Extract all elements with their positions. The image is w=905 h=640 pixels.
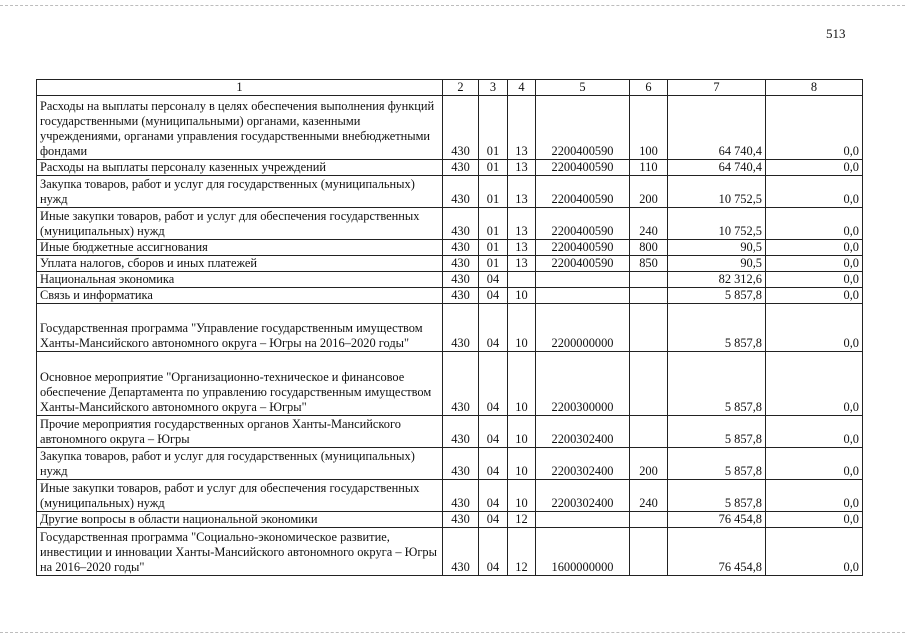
row-rz: 04 [479, 352, 508, 416]
row-extra: 0,0 [766, 256, 863, 272]
table-body [37, 96, 863, 576]
row-sum: 5 857,8 [668, 416, 766, 448]
scan-top-edge [0, 5, 905, 6]
row-name: Иные бюджетные ассигнования [37, 240, 443, 256]
row-extra: 0,0 [766, 448, 863, 480]
row-vr: 240 [630, 208, 668, 240]
row-name: Прочие мероприятия государственных органов Ханты-Мансийского автономного округа – Югры [37, 416, 443, 448]
row-vr [630, 304, 668, 352]
row-csr: 2200400590 [536, 176, 630, 208]
row-name: Связь и информатика [37, 288, 443, 304]
row-name: Государственная программа "Управление государственным имуществом Ханты-Мансийского автономного округа – Югры на 2016–2020 годы" [37, 304, 443, 352]
column-header: 4 [508, 80, 536, 96]
row-rz: 01 [479, 208, 508, 240]
row-pr: 13 [508, 96, 536, 160]
column-header: 8 [766, 80, 863, 96]
row-rz: 04 [479, 480, 508, 512]
row-vr [630, 416, 668, 448]
table-row [37, 96, 863, 160]
row-sum: 76 454,8 [668, 512, 766, 528]
row-ved: 430 [443, 352, 479, 416]
row-pr: 10 [508, 304, 536, 352]
row-rz: 01 [479, 256, 508, 272]
table-row [37, 176, 863, 208]
budget-table [36, 79, 863, 576]
column-header: 2 [443, 80, 479, 96]
row-sum: 90,5 [668, 240, 766, 256]
table-row [37, 448, 863, 480]
row-vr [630, 512, 668, 528]
row-csr: 2200400590 [536, 240, 630, 256]
row-pr: 10 [508, 448, 536, 480]
row-extra: 0,0 [766, 96, 863, 160]
row-rz: 04 [479, 288, 508, 304]
row-rz: 01 [479, 160, 508, 176]
row-extra: 0,0 [766, 512, 863, 528]
row-name: Расходы на выплаты персоналу в целях обеспечения выполнения функций государственными (муниципальными) органами, казенными учреждениями, органами управления государственными внебюджетными фондами [37, 96, 443, 160]
row-ved: 430 [443, 208, 479, 240]
row-vr [630, 528, 668, 576]
table-row [37, 304, 863, 352]
row-csr [536, 272, 630, 288]
row-csr: 1600000000 [536, 528, 630, 576]
row-pr: 10 [508, 288, 536, 304]
row-extra: 0,0 [766, 416, 863, 448]
row-pr: 10 [508, 416, 536, 448]
row-pr: 12 [508, 512, 536, 528]
row-ved: 430 [443, 96, 479, 160]
row-ved: 430 [443, 528, 479, 576]
row-vr [630, 352, 668, 416]
row-pr [508, 272, 536, 288]
row-name: Закупка товаров, работ и услуг для государственных (муниципальных) нужд [37, 448, 443, 480]
row-name: Расходы на выплаты персоналу казенных учреждений [37, 160, 443, 176]
row-sum: 76 454,8 [668, 528, 766, 576]
row-rz: 04 [479, 448, 508, 480]
table-row [37, 240, 863, 256]
row-rz: 01 [479, 176, 508, 208]
column-header: 1 [37, 80, 443, 96]
row-sum: 90,5 [668, 256, 766, 272]
row-vr: 200 [630, 448, 668, 480]
row-extra: 0,0 [766, 160, 863, 176]
row-name: Иные закупки товаров, работ и услуг для обеспечения государственных (муниципальных) нужд [37, 208, 443, 240]
row-ved: 430 [443, 256, 479, 272]
page-number: 513 [826, 26, 846, 41]
row-vr: 240 [630, 480, 668, 512]
row-rz: 01 [479, 240, 508, 256]
row-ved: 430 [443, 272, 479, 288]
row-ved: 430 [443, 288, 479, 304]
row-pr: 10 [508, 480, 536, 512]
row-rz: 04 [479, 528, 508, 576]
table-row [37, 480, 863, 512]
row-name: Уплата налогов, сборов и иных платежей [37, 256, 443, 272]
table-header-row [37, 80, 863, 96]
row-pr: 13 [508, 160, 536, 176]
row-sum: 5 857,8 [668, 288, 766, 304]
row-extra: 0,0 [766, 288, 863, 304]
row-ved: 430 [443, 448, 479, 480]
row-vr: 850 [630, 256, 668, 272]
row-sum: 10 752,5 [668, 208, 766, 240]
row-sum: 5 857,8 [668, 352, 766, 416]
row-rz: 04 [479, 304, 508, 352]
row-sum: 64 740,4 [668, 96, 766, 160]
row-extra: 0,0 [766, 480, 863, 512]
row-csr: 2200400590 [536, 160, 630, 176]
row-name: Закупка товаров, работ и услуг для государственных (муниципальных) нужд [37, 176, 443, 208]
table-row [37, 256, 863, 272]
row-vr: 800 [630, 240, 668, 256]
row-name: Другие вопросы в области национальной экономики [37, 512, 443, 528]
row-csr [536, 288, 630, 304]
row-ved: 430 [443, 512, 479, 528]
row-vr: 110 [630, 160, 668, 176]
column-header: 5 [536, 80, 630, 96]
row-sum: 5 857,8 [668, 448, 766, 480]
row-sum: 5 857,8 [668, 480, 766, 512]
row-pr: 13 [508, 176, 536, 208]
row-csr [536, 512, 630, 528]
table-row [37, 528, 863, 576]
row-ved: 430 [443, 176, 479, 208]
row-pr: 12 [508, 528, 536, 576]
row-csr: 2200300000 [536, 352, 630, 416]
table-row [37, 272, 863, 288]
row-ved: 430 [443, 416, 479, 448]
row-ved: 430 [443, 304, 479, 352]
column-header: 6 [630, 80, 668, 96]
row-pr: 13 [508, 208, 536, 240]
row-extra: 0,0 [766, 208, 863, 240]
table-row [37, 512, 863, 528]
row-rz: 04 [479, 416, 508, 448]
row-extra: 0,0 [766, 352, 863, 416]
table-row [37, 208, 863, 240]
row-pr: 13 [508, 240, 536, 256]
row-sum: 64 740,4 [668, 160, 766, 176]
row-name: Национальная экономика [37, 272, 443, 288]
scan-bottom-edge [0, 632, 905, 633]
row-extra: 0,0 [766, 528, 863, 576]
row-rz: 01 [479, 96, 508, 160]
row-vr: 200 [630, 176, 668, 208]
table-row [37, 160, 863, 176]
row-csr: 2200400590 [536, 256, 630, 272]
row-ved: 430 [443, 160, 479, 176]
row-extra: 0,0 [766, 304, 863, 352]
row-sum: 5 857,8 [668, 304, 766, 352]
row-ved: 430 [443, 480, 479, 512]
row-name: Основное мероприятие "Организационно-техническое и финансовое обеспечение Департамента по управлению государственным имуществом Ханты-Мансийского автономного округа – Югры" [37, 352, 443, 416]
row-csr: 2200302400 [536, 416, 630, 448]
row-vr [630, 288, 668, 304]
row-vr: 100 [630, 96, 668, 160]
table-row [37, 288, 863, 304]
row-name: Государственная программа "Социально-экономическое развитие, инвестиции и инновации Ханты-Мансийского автономного округа – Югры на 2016–2020 годы" [37, 528, 443, 576]
table-row [37, 416, 863, 448]
row-rz: 04 [479, 512, 508, 528]
row-extra: 0,0 [766, 272, 863, 288]
row-pr: 13 [508, 256, 536, 272]
column-header: 3 [479, 80, 508, 96]
row-name: Иные закупки товаров, работ и услуг для обеспечения государственных (муниципальных) нужд [37, 480, 443, 512]
table-row [37, 352, 863, 416]
row-csr: 2200000000 [536, 304, 630, 352]
column-header: 7 [668, 80, 766, 96]
row-sum: 10 752,5 [668, 176, 766, 208]
row-ved: 430 [443, 240, 479, 256]
row-vr [630, 272, 668, 288]
row-sum: 82 312,6 [668, 272, 766, 288]
row-csr: 2200302400 [536, 480, 630, 512]
row-pr: 10 [508, 352, 536, 416]
row-rz: 04 [479, 272, 508, 288]
row-extra: 0,0 [766, 240, 863, 256]
row-csr: 2200302400 [536, 448, 630, 480]
row-extra: 0,0 [766, 176, 863, 208]
row-csr: 2200400590 [536, 96, 630, 160]
row-csr: 2200400590 [536, 208, 630, 240]
